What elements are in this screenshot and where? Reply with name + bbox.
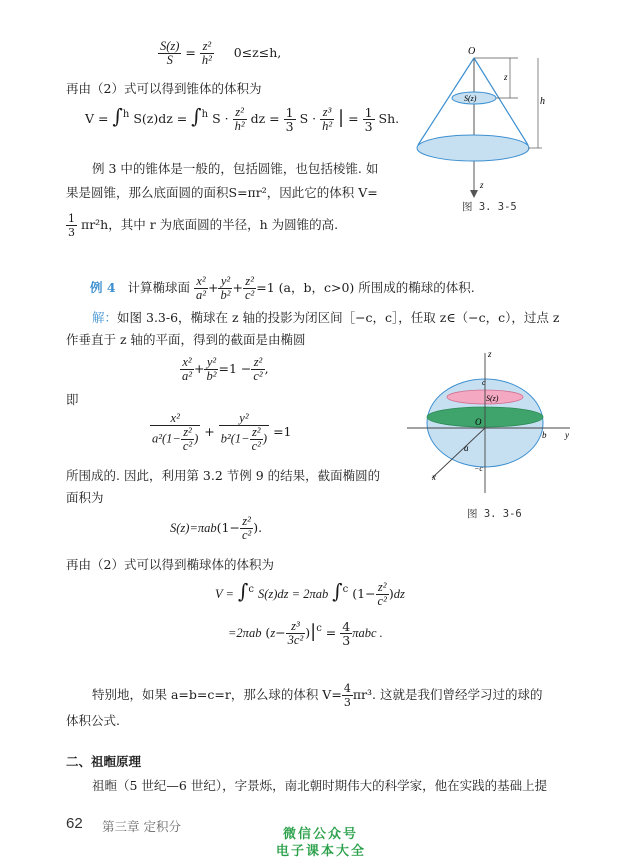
cone-part2: S · [212,111,229,126]
watermark-line1: 微信公众号 [283,827,359,842]
ellipse-eq1: $\frac{\text{x²}}{\text{a²}}$ + $\frac{\text{y²}}{\text{b²}}$ =1 − $\frac{\text{z²}}{\text{c²}}$ , [182,355,269,383]
example4-statement: 例 4 计算椭球面 $\frac{\text{x²}}{\text{a²}}$ + $\frac{\text{y²}}{\text{b²}}$ + $\frac{\text{z²}}{\text{c²}}$ =1 (a，b，c>0) 所围成的椭球的体积. [90,274,475,302]
integral-sign-2: ∫ [191,104,202,128]
eval-bar: | [338,107,345,128]
cone-f2-num: z³ [320,106,334,120]
special-line1-text: 特别地，如果 a=b=c=r，那么球的体积 V= [92,687,342,702]
example4-eq-rhs: =1 [256,280,275,295]
example4-text-post: (a，b，c>0) 所围成的椭球的体积. [278,280,475,295]
label-Sz: S(z) [464,94,477,103]
page-number: 62 [66,815,83,832]
cone-part3: dz = [250,111,280,126]
label-negc: −c [474,464,483,473]
ratio-rhs-numerator: z² [200,40,214,54]
solution-ji: 即 [66,392,79,407]
special-line2: 体积公式. [66,713,120,728]
example3-line3: πr²h，其中 r 为底面圆的半径，h 为圆锥的高. [80,217,339,232]
solution-line5: 再由（2）式可以得到椭球体的体积为 [66,557,274,572]
section2-line1: 祖暅（5 世纪—6 世纪），字景烁，南北朝时期伟大的科学家，他在实践的基础上提 [92,778,548,793]
vol-line1-v: V = [215,587,234,601]
cone-f1-num: z² [233,106,247,120]
integral-limits: h [122,109,130,120]
cone-v: V = [85,111,109,126]
label-h: h [540,96,545,107]
example3-line3-wrap: $\frac{1}{3}$ πr²h，其中 r 为底面圆的半径，h 为圆锥的高. [68,212,339,239]
special-line1: 特别地，如果 a=b=c=r，那么球的体积 V= $\frac{4}{3}$ πr³. 这就是我们曾经学习过的球的 [92,682,543,709]
solution-line1-wrap [92,309,559,327]
label-c: c [482,378,486,387]
solution-line1: 如图 3.3-6，椭球在 z 轴的投影为闭区间［−c，c］，任取 z∈（−c，c），过点 z [117,310,560,325]
cone-part1: S(z)dz = [133,111,188,126]
label-x: x [432,472,436,482]
label-z-axis: z [480,180,484,190]
example3-line2: 果是圆锥，那么底面圆的面积S=πr²，因此它的体积 V= [66,185,378,200]
ratio-rhs-denominator: h² [201,53,212,67]
cone-f2-den: h² [322,119,333,133]
area-formula: S(z)=πab(1− $\frac{\text{z²}}{\text{c²}}$ ). [170,514,263,542]
label-a: a [464,443,469,453]
section-heading: 二、祖暅原理 [66,754,142,769]
ratio-lhs-numerator: S(z) [160,39,180,53]
solution-line2: 作垂直于 z 轴的平面，得到的截面是由椭圆 [66,332,306,347]
cone-figure [410,40,560,215]
cone-c1-den: 3 [285,119,294,134]
cone-volume-formula [85,106,399,133]
paragraph-cone-volume-intro: 再由（2）式可以得到锥体的体积为 [66,81,262,96]
cone-base [417,135,529,161]
integral-sign: ∫ [112,104,123,128]
vol-line1b: S(z)dz = 2πab [257,587,329,601]
label-O: O [468,46,476,57]
cone-part4: S · [299,111,317,126]
label-b: b [542,430,547,440]
cone-f1-den: h² [234,119,245,133]
cone-c1-num: 1 [285,105,294,120]
figure-caption-ellipsoid: 图 3. 3-6 [467,508,522,520]
watermark-line2: 电子课本大全 [276,844,367,859]
cone-c2-den: 3 [364,119,373,134]
vol-line2: =2πab [228,626,262,640]
ratio-formula: $\frac{S(z)}{S}$ = $\frac{\text{z²}}{\text{h²}}$ 0≤z≤h, [160,39,282,67]
label-z: z [488,349,492,359]
solution-line4: 面积为 [66,490,104,505]
eq2-rhs: =1 [273,424,292,439]
example4-tag: 例 4 [90,280,116,295]
ellipsoid-volume-line1: V = ∫$^c$ S(z)dz = 2πab ∫$^c$ (1− $\frac{\text{z²}}{\text{c²}}$ )dz [215,579,405,608]
cone-part6: Sh. [378,111,400,126]
cone-c2-num: 1 [364,105,373,120]
ratio-range: 0≤z≤h, [233,45,282,60]
ellipsoid-figure [402,345,582,500]
label-y: y [565,430,569,440]
cone-part5: = [348,111,359,126]
chapter-label: 第三章 定积分 [102,819,181,834]
label-z-mid: z [504,72,508,82]
vol-line2c: πabc . [352,626,383,640]
ratio-lhs-denominator: S [166,53,173,67]
special-line1b-text: πr³. 这就是我们曾经学习过的球的 [352,687,543,702]
example4-text-pre: 计算椭球面 [127,280,190,295]
area-lhs: S(z)=πab [170,521,217,535]
label-Sz-ellipsoid: S(z) [486,394,499,403]
vol-line2b: = [325,625,337,640]
ellipsoid-volume-line2: =2πab (z− $\frac{\text{z³}}{\text{3c²}}$ )$|^c$ = $\frac{4}{3}$ πabc . [228,619,383,648]
ellipse-eq2: x² a²(1− $\frac{\text{z²}}{\text{c²}}$ ) + y² b²(1− $\frac{\text{z²}}{\text{c²}}$ ) =1 [152,411,292,453]
eq1-rhs: =1 − [218,361,252,376]
axis-arrow [470,190,478,198]
solution-line3: 所围成的. 因此，利用第 3.2 节例 9 的结果，截面椭圆的 [66,468,381,483]
integral-limits-2: h [201,109,209,120]
figure-caption-cone: 图 3. 3-5 [462,201,517,213]
example3-line1: 例 3 中的锥体是一般的，包括圆锥，也包括棱锥. 如 [92,161,379,176]
vol-line1c: dz [393,587,405,601]
solution-tag: 解： [92,310,118,325]
label-O-ellipsoid: O [475,417,482,427]
